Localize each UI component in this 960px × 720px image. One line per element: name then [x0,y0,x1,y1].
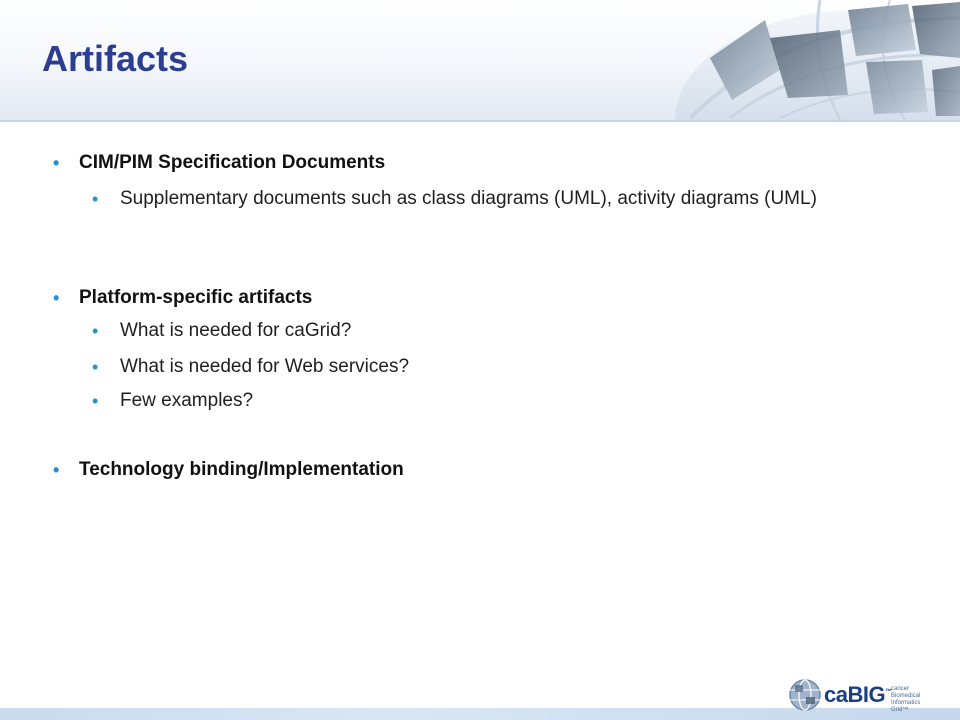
list-item [92,318,840,344]
list-item-text: Supplementary documents such as class diagrams (UML), activity diagrams (UML) [120,188,817,209]
list-item [92,186,840,212]
cabig-logo [788,676,938,716]
list-item [53,457,404,483]
list-item [92,388,840,414]
bullet-icon: • [53,288,60,308]
bullet-icon: • [92,321,99,341]
list-item-text: What is needed for Web services? [120,356,410,377]
bullet-icon: • [92,189,99,209]
slide-title: Artifacts [42,38,189,79]
logo-wordmark: caBIG™ [824,682,892,707]
list-item [92,354,840,380]
list-item-text: Technology binding/Implementation [79,459,404,480]
globe-collage-graphic [670,0,960,120]
slide-header [0,0,960,122]
bullet-icon: • [53,460,60,480]
bullet-icon: • [92,391,99,411]
globe-icon [788,678,822,712]
list-item-text: Few examples? [120,390,254,411]
list-item-text: CIM/PIM Specification Documents [79,152,386,173]
bullet-icon: • [92,357,99,377]
list-item [53,285,313,311]
logo-subtitle: cancer Biomedical Informatics Grid™ [891,686,921,713]
list-item-text: What is needed for caGrid? [120,320,352,341]
bullet-icon: • [53,153,60,173]
list-item-text: Platform-specific artifacts [79,287,313,308]
list-item [53,150,386,176]
